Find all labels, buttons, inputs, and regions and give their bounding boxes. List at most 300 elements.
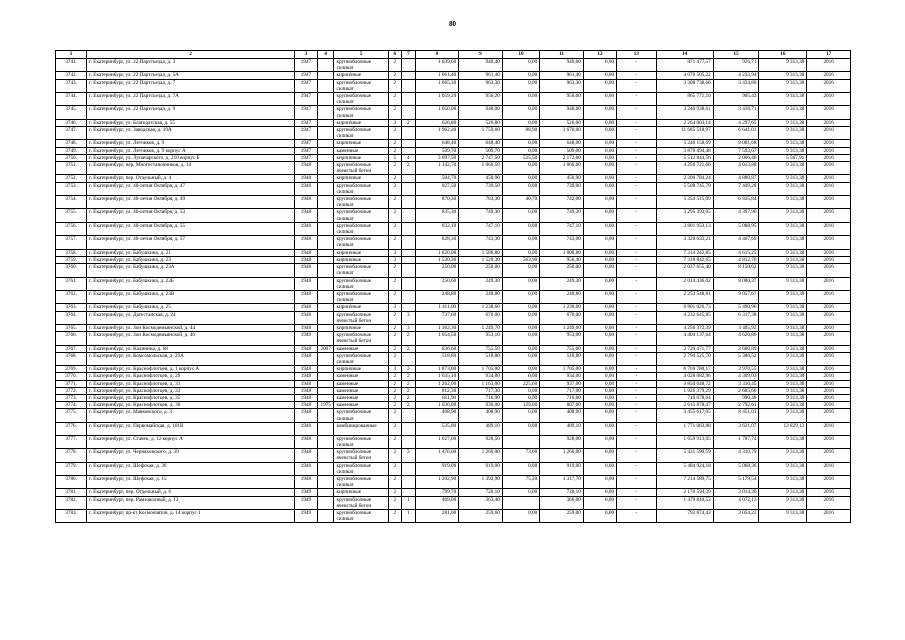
nonresidential-area-cell: 0,00 xyxy=(502,324,539,331)
total-area-cell: 1 050,00 xyxy=(415,106,459,119)
entrances-cell: 2 xyxy=(402,380,416,387)
residential-area-cell: 1 008,80 xyxy=(540,249,584,256)
floors-cell: 2 xyxy=(388,352,402,365)
max-unit-cost-cell: 9 313,38 xyxy=(759,462,807,475)
row-number-cell: 3748. xyxy=(56,140,87,147)
nonresidential-area-cell: 0,00 xyxy=(502,394,539,401)
floors-cell: 2 xyxy=(388,147,402,154)
row-number-cell: 3769. xyxy=(56,366,87,373)
entrances-cell xyxy=(402,236,416,249)
unit-cost-cell: 3 621,07 xyxy=(713,422,759,435)
floors-cell: 2 xyxy=(388,409,402,422)
residential-area-cell: 937,00 xyxy=(540,380,584,387)
build-year-cell: 1948 xyxy=(295,422,318,435)
table-row xyxy=(56,106,851,119)
wall-material-cell: крупноблочные силикат xyxy=(334,475,388,488)
total-area-cell: 1 061,40 xyxy=(415,72,459,79)
max-unit-cost-cell: 5 567,91 xyxy=(759,154,807,161)
planned-year-cell: 2016 xyxy=(807,475,851,488)
total-area-cell: 648,40 xyxy=(415,140,459,147)
table-body xyxy=(56,51,851,523)
repair-cost-cell: 5 240 158,69 xyxy=(656,140,713,147)
floors-cell: 3 xyxy=(388,256,402,263)
premises-area-cell: 749,30 xyxy=(459,209,503,222)
repair-cost-cell: 2 794 525,70 xyxy=(656,352,713,365)
nonresidential-area-cell: 0,00 xyxy=(502,72,539,79)
build-year-cell: 1948 xyxy=(295,277,318,290)
address-cell: г. Екатеринбург, ул. Краснофлотцев, д. 35 xyxy=(87,394,295,401)
max-unit-cost-cell: 9 313,38 xyxy=(759,72,807,79)
max-unit-cost-cell: 9 313,38 xyxy=(759,345,807,352)
wall-material-cell: крупноблочные ячеистый бетон xyxy=(334,311,388,324)
floors-cell: 2 xyxy=(388,264,402,277)
nonresidential-area-cell: 0,00 xyxy=(502,162,539,175)
floors-cell: 2 xyxy=(388,324,402,331)
floors-cell: 2 xyxy=(388,127,402,140)
entrances-cell xyxy=(402,59,416,72)
col-13-cell: - xyxy=(617,249,656,256)
row-number-cell: 3772. xyxy=(56,387,87,394)
max-unit-cost-cell: 9 313,38 xyxy=(759,304,807,311)
address-cell: г. Екатеринбург, ул. Летчиков, д. 9 xyxy=(87,140,295,147)
table-row xyxy=(56,510,851,523)
max-unit-cost-cell: 9 313,38 xyxy=(759,196,807,209)
residential-area-cell: 249,30 xyxy=(540,277,584,290)
unit-cost-cell: 5 490,96 xyxy=(713,304,759,311)
entrances-cell xyxy=(402,209,416,222)
table-row xyxy=(56,373,851,380)
address-cell: г. Екатеринбург, ул. 40-летия Октября, д. 57 xyxy=(87,236,295,249)
premises-area-cell: 928,50 xyxy=(459,435,503,448)
reconstruction-year-cell xyxy=(317,59,334,72)
col-13-cell: - xyxy=(617,496,656,509)
planned-year-cell: 2016 xyxy=(807,127,851,140)
planned-year-cell: 2016 xyxy=(807,290,851,303)
total-area-cell: 1 820,00 xyxy=(415,249,459,256)
wall-material-cell: кирпичные xyxy=(334,175,388,182)
address-cell: г. Екатеринбург, ул. Краснофлотцев, д. 33 xyxy=(87,387,295,394)
reconstruction-year-cell xyxy=(317,222,334,235)
municipal-area-cell: 0,00 xyxy=(583,304,616,311)
address-cell: г. Екатеринбург, ул. 40-летия Октября, д. 55 xyxy=(87,222,295,235)
table-row xyxy=(56,449,851,462)
residential-area-cell: 648,00 xyxy=(540,140,584,147)
floors-cell: 2 xyxy=(388,510,402,523)
residential-area-cell: 1 705,00 xyxy=(540,366,584,373)
municipal-area-cell: 0,00 xyxy=(583,93,616,106)
floors-cell: 2 xyxy=(388,475,402,488)
total-area-cell: 1 036,00 xyxy=(415,402,459,409)
entrances-cell xyxy=(402,93,416,106)
address-cell: г. Екатеринбург, ул. Шефская, д. 15 xyxy=(87,475,295,488)
entrances-cell xyxy=(402,175,416,182)
wall-material-cell: крупноблочные ячеистый бетон xyxy=(334,332,388,345)
address-cell: г. Екатеринбург, ул. Бабушкина, д. 21 xyxy=(87,249,295,256)
wall-material-cell: крупноблочные силикат xyxy=(334,277,388,290)
reconstruction-year-cell xyxy=(317,127,334,140)
premises-area-cell: 670,00 xyxy=(459,311,503,324)
row-number-cell: 3775. xyxy=(56,409,87,422)
residential-area-cell: 956,00 xyxy=(540,93,584,106)
residential-area-cell: 1 249,00 xyxy=(540,324,584,331)
build-year-cell: 1948 xyxy=(295,264,318,277)
address-cell: г. Екатеринбург, ул. 22 Партсъезда, д. 7А xyxy=(87,93,295,106)
planned-year-cell: 2016 xyxy=(807,93,851,106)
nonresidential-area-cell: 0,00 xyxy=(502,264,539,277)
nonresidential-area-cell: 0,00 xyxy=(502,345,539,352)
repair-cost-cell: 4 256 372,39 xyxy=(656,324,713,331)
max-unit-cost-cell: 9 313,38 xyxy=(759,182,807,195)
unit-cost-cell: 4 310,79 xyxy=(713,449,759,462)
municipal-area-cell: 0,00 xyxy=(583,196,616,209)
row-number-cell: 3764. xyxy=(56,311,87,324)
address-cell: г. Екатеринбург, ул. Луначарского, д. 210 корпус Б xyxy=(87,154,295,161)
total-area-cell: 737,60 xyxy=(415,311,459,324)
municipal-area-cell: 0,00 xyxy=(583,475,616,488)
repair-cost-cell: 1 926 379,29 xyxy=(656,387,713,394)
row-number-cell: 3781. xyxy=(56,489,87,496)
unit-cost-cell: 5 386,52 xyxy=(713,352,759,365)
municipal-area-cell: 0,00 xyxy=(583,510,616,523)
wall-material-cell: кирпичные xyxy=(334,256,388,263)
municipal-area-cell: 0,00 xyxy=(583,119,616,126)
floors-cell: 3 xyxy=(388,304,402,311)
address-cell: г. Екатеринбург, ул. Калинина, д. 68 xyxy=(87,345,295,352)
row-number-cell: 3752. xyxy=(56,175,87,182)
build-year-cell: 1948 xyxy=(295,311,318,324)
entrances-cell xyxy=(402,182,416,195)
unit-cost-cell: 5 088,95 xyxy=(713,222,759,235)
premises-area-cell: 2 747,50 xyxy=(459,154,503,161)
floors-cell: 2 xyxy=(388,449,402,462)
max-unit-cost-cell: 9 313,38 xyxy=(759,409,807,422)
reconstruction-year-cell xyxy=(317,79,334,92)
build-year-cell: 1948 xyxy=(295,182,318,195)
column-number-cell: 12 xyxy=(583,51,616,59)
row-number-cell: 3743. xyxy=(56,79,87,92)
column-number-cell: 4 xyxy=(317,51,334,59)
municipal-area-cell: 0,00 xyxy=(583,380,616,387)
reconstruction-year-cell xyxy=(317,380,334,387)
residential-area-cell: 963,30 xyxy=(540,79,584,92)
nonresidential-area-cell: 0,00 xyxy=(502,510,539,523)
floors-cell: 2 xyxy=(388,140,402,147)
build-year-cell: 1948 xyxy=(295,256,318,263)
entrances-cell: 3 xyxy=(402,311,416,324)
housing-register-table xyxy=(55,50,851,523)
total-area-cell: 1 059,20 xyxy=(415,93,459,106)
nonresidential-area-cell: 525,50 xyxy=(502,154,539,161)
premises-area-cell: 1 586,80 xyxy=(459,249,503,256)
row-number-cell: 3779. xyxy=(56,462,87,475)
row-number-cell: 3771. xyxy=(56,380,87,387)
address-cell: г. Екатеринбург, ул. Краснофлотцев, д. 1 корпус А xyxy=(87,366,295,373)
nonresidential-area-cell: 0,00 xyxy=(502,93,539,106)
address-cell: г. Екатеринбург, ул. Зои Космодемьянской, д. 44 xyxy=(87,324,295,331)
planned-year-cell: 2016 xyxy=(807,140,851,147)
nonresidential-area-cell: 0,00 xyxy=(502,277,539,290)
entrances-cell xyxy=(402,222,416,235)
total-area-cell: 250,60 xyxy=(415,277,459,290)
address-cell: г. Екатеринбург, ул. Краснофлотцев, д. 36 xyxy=(87,402,295,409)
nonresidential-area-cell: 0,00 xyxy=(502,352,539,365)
address-cell: г. Екатеринбург, пер. Рамзоволный, д. 12 xyxy=(87,496,295,509)
repair-cost-cell: 4 232 645,85 xyxy=(656,311,713,324)
planned-year-cell: 2016 xyxy=(807,496,851,509)
unit-cost-cell: 3 600,89 xyxy=(713,345,759,352)
max-unit-cost-cell: 9 313,38 xyxy=(759,449,807,462)
repair-cost-cell: 865 771,10 xyxy=(656,93,713,106)
entrances-cell: 1 xyxy=(402,496,416,509)
reconstruction-year-cell xyxy=(317,510,334,523)
wall-material-cell: кирпичные xyxy=(334,154,388,161)
municipal-area-cell: 0,00 xyxy=(583,422,616,435)
table-row xyxy=(56,209,851,222)
reconstruction-year-cell xyxy=(317,366,334,373)
address-cell: г. Екатеринбург, пер. Отдельный, д. 4 xyxy=(87,175,295,182)
table-row xyxy=(56,462,851,475)
premises-area-cell: 963,30 xyxy=(459,79,503,92)
planned-year-cell: 2016 xyxy=(807,182,851,195)
wall-material-cell: каменные xyxy=(334,380,388,387)
wall-material-cell: крупноблочные ячеистый бетон xyxy=(334,449,388,462)
column-number-cell: 15 xyxy=(713,51,759,59)
wall-material-cell: крупноблочные силикат xyxy=(334,264,388,277)
row-number-cell: 3756. xyxy=(56,222,87,235)
total-area-cell: 509,70 xyxy=(415,147,459,154)
unit-cost-cell: 7 449,28 xyxy=(713,182,759,195)
municipal-area-cell: 0,00 xyxy=(583,147,616,154)
floors-cell: 2 xyxy=(388,93,402,106)
row-number-cell: 3753. xyxy=(56,182,87,195)
reconstruction-year-cell xyxy=(317,72,334,79)
column-number-cell: 16 xyxy=(759,51,807,59)
nonresidential-area-cell: 0,00 xyxy=(502,236,539,249)
table-row xyxy=(56,380,851,387)
residential-area-cell: 919,00 xyxy=(540,462,584,475)
premises-area-cell: 934,80 xyxy=(459,373,503,380)
planned-year-cell: 2016 xyxy=(807,236,851,249)
entrances-cell xyxy=(402,79,416,92)
nonresidential-area-cell: 0,00 xyxy=(502,209,539,222)
floors-cell: 2 xyxy=(388,72,402,79)
entrances-cell: 2 xyxy=(402,387,416,394)
col-13-cell: - xyxy=(617,59,656,72)
premises-area-cell: 509,70 xyxy=(459,147,503,154)
unit-cost-cell: 3 970,55 xyxy=(713,366,759,373)
max-unit-cost-cell: 9 313,38 xyxy=(759,209,807,222)
planned-year-cell: 2016 xyxy=(807,489,851,496)
nonresidential-area-cell: 88,90 xyxy=(502,127,539,140)
unit-cost-cell: 3 310,45 xyxy=(713,380,759,387)
wall-material-cell: каменные xyxy=(334,373,388,380)
build-year-cell: 1948 xyxy=(295,324,318,331)
nonresidential-area-cell: 563,90 xyxy=(502,256,539,263)
row-number-cell: 3746. xyxy=(56,119,87,126)
reconstruction-year-cell xyxy=(317,147,334,154)
residential-area-cell: 366,00 xyxy=(540,496,584,509)
nonresidential-area-cell: 0,00 xyxy=(502,422,539,435)
planned-year-cell: 2016 xyxy=(807,72,851,79)
planned-year-cell: 2016 xyxy=(807,394,851,401)
max-unit-cost-cell: 9 313,38 xyxy=(759,147,807,154)
residential-area-cell: 961,40 xyxy=(540,72,584,79)
planned-year-cell: 2016 xyxy=(807,324,851,331)
build-year-cell: 1947 xyxy=(295,72,318,79)
total-area-cell: 535,80 xyxy=(415,422,459,435)
row-number-cell: 3777. xyxy=(56,435,87,448)
reconstruction-year-cell xyxy=(317,332,334,345)
planned-year-cell: 2016 xyxy=(807,373,851,380)
address-cell: г. Екатеринбург, ул. Краснофлотцев, д. 29 xyxy=(87,373,295,380)
wall-material-cell: крупноблочные силикат xyxy=(334,510,388,523)
premises-area-cell: 755,50 xyxy=(459,345,503,352)
planned-year-cell: 2016 xyxy=(807,345,851,352)
table-row xyxy=(56,324,851,331)
max-unit-cost-cell: 9 313,38 xyxy=(759,93,807,106)
table-row xyxy=(56,387,851,394)
row-number-cell: 3783. xyxy=(56,510,87,523)
municipal-area-cell: 0,00 xyxy=(583,277,616,290)
repair-cost-cell: 1 659 913,05 xyxy=(656,435,713,448)
build-year-cell: 1948 xyxy=(295,402,318,409)
planned-year-cell: 2016 xyxy=(807,380,851,387)
build-year-cell: 1947 xyxy=(295,147,318,154)
total-area-cell: 811,90 xyxy=(415,394,459,401)
premises-area-cell: 450,90 xyxy=(459,175,503,182)
col-13-cell: - xyxy=(617,264,656,277)
wall-material-cell: крупноблочные силикат xyxy=(334,236,388,249)
repair-cost-cell: 2 014 436,02 xyxy=(656,277,713,290)
entrances-cell xyxy=(402,127,416,140)
nonresidential-area-cell: 0,00 xyxy=(502,106,539,119)
reconstruction-year-cell xyxy=(317,462,334,475)
col-13-cell: - xyxy=(617,373,656,380)
col-13-cell: - xyxy=(617,380,656,387)
repair-cost-cell: 7 314 242,85 xyxy=(656,249,713,256)
max-unit-cost-cell: 9 313,38 xyxy=(759,332,807,345)
premises-area-cell: 1 705,00 xyxy=(459,366,503,373)
unit-cost-cell: 3 405,92 xyxy=(713,324,759,331)
premises-area-cell: 408,90 xyxy=(459,409,503,422)
table-row xyxy=(56,304,851,311)
planned-year-cell: 2016 xyxy=(807,402,851,409)
col-13-cell: - xyxy=(617,462,656,475)
wall-material-cell: крупноблочные силикат xyxy=(334,222,388,235)
col-13-cell: - xyxy=(617,127,656,140)
repair-cost-cell: 2 720 471,77 xyxy=(656,345,713,352)
repair-cost-cell: 4 256 721,66 xyxy=(656,162,713,175)
repair-cost-cell: 7 318 842,65 xyxy=(656,256,713,263)
build-year-cell: 1948 xyxy=(295,345,318,352)
entrances-cell: 2 xyxy=(402,394,416,401)
repair-cost-cell: 3 308 738,66 xyxy=(656,79,713,92)
row-number-cell: 3745. xyxy=(56,106,87,119)
max-unit-cost-cell: 9 313,38 xyxy=(759,222,807,235)
column-number-cell: 3 xyxy=(295,51,318,59)
column-number-row xyxy=(56,51,851,59)
floors-cell: 2 xyxy=(388,79,402,92)
premises-area-cell: 747,10 xyxy=(459,222,503,235)
entrances-cell: 2 xyxy=(402,402,416,409)
unit-cost-cell: 2 792,61 xyxy=(713,402,759,409)
unit-cost-cell: 4 467,69 xyxy=(713,236,759,249)
entrances-cell xyxy=(402,264,416,277)
unit-cost-cell: 4 615,25 xyxy=(713,249,759,256)
col-13-cell: - xyxy=(617,106,656,119)
unit-cost-cell: 6 317,38 xyxy=(713,311,759,324)
municipal-area-cell: 0,00 xyxy=(583,324,616,331)
repair-cost-cell: 3 240 938,61 xyxy=(656,106,713,119)
total-area-cell: 518,80 xyxy=(415,352,459,365)
wall-material-cell: крупноблочные силикат xyxy=(334,59,388,72)
total-area-cell: 832,10 xyxy=(415,222,459,235)
municipal-area-cell: 0,00 xyxy=(583,409,616,422)
table-row xyxy=(56,182,851,195)
floors-cell: 5 xyxy=(388,154,402,161)
total-area-cell: 1 520,30 xyxy=(415,256,459,263)
premises-area-cell: 716,90 xyxy=(459,394,503,401)
residential-area-cell: 807,00 xyxy=(540,402,584,409)
repair-cost-cell: 3 455 617,05 xyxy=(656,409,713,422)
entrances-cell xyxy=(402,256,416,263)
reconstruction-year-cell xyxy=(317,277,334,290)
col-13-cell: - xyxy=(617,332,656,345)
unit-cost-cell: 7 593,67 xyxy=(713,147,759,154)
total-area-cell: 1 411,00 xyxy=(415,304,459,311)
wall-material-cell: комбинированные xyxy=(334,422,388,435)
residential-area-cell: 717,00 xyxy=(540,387,584,394)
max-unit-cost-cell: 9 313,38 xyxy=(759,435,807,448)
wall-material-cell: крупноблочные силикат xyxy=(334,409,388,422)
address-cell: г. Екатеринбург, ул. Стачек, д. 12 корпус А xyxy=(87,435,295,448)
unit-cost-cell: 8 451,01 xyxy=(713,409,759,422)
premises-area-cell: 248,80 xyxy=(459,290,503,303)
repair-cost-cell: 6 801 026,73 xyxy=(656,304,713,311)
build-year-cell: 1947 xyxy=(295,106,318,119)
nonresidential-area-cell: 0,00 xyxy=(502,489,539,496)
repair-cost-cell: 11 685 518,97 xyxy=(656,127,713,140)
repair-cost-cell: 1 479 810,52 xyxy=(656,496,713,509)
nonresidential-area-cell: 0,00 xyxy=(502,311,539,324)
unit-cost-cell: 1 787,74 xyxy=(713,435,759,448)
wall-material-cell: крупноблочные силикат xyxy=(334,435,388,448)
nonresidential-area-cell xyxy=(502,435,539,448)
municipal-area-cell: 0,00 xyxy=(583,79,616,92)
entrances-cell: 2 xyxy=(402,345,416,352)
col-13-cell: - xyxy=(617,277,656,290)
planned-year-cell: 2016 xyxy=(807,311,851,324)
nonresidential-area-cell: 0,00 xyxy=(502,147,539,154)
max-unit-cost-cell: 9 313,38 xyxy=(759,59,807,72)
residential-area-cell: 948,00 xyxy=(540,106,584,119)
entrances-cell xyxy=(402,72,416,79)
wall-material-cell: крупноблочные ячеистый бетон xyxy=(334,162,388,175)
total-area-cell: 1 362,30 xyxy=(415,324,459,331)
planned-year-cell: 2016 xyxy=(807,162,851,175)
residential-area-cell: 1 060,00 xyxy=(540,162,584,175)
premises-area-cell: 961,40 xyxy=(459,72,503,79)
col-13-cell: - xyxy=(617,366,656,373)
col-13-cell: - xyxy=(617,311,656,324)
address-cell: г. Екатеринбург, ул. Краснофлотцев, д. 31 xyxy=(87,380,295,387)
planned-year-cell: 2016 xyxy=(807,352,851,365)
residential-area-cell: 509,00 xyxy=(540,147,584,154)
premises-area-cell: 526,80 xyxy=(459,119,503,126)
repair-cost-cell: 2 264 003,14 xyxy=(656,119,713,126)
col-13-cell: - xyxy=(617,394,656,401)
col-13-cell: - xyxy=(617,79,656,92)
